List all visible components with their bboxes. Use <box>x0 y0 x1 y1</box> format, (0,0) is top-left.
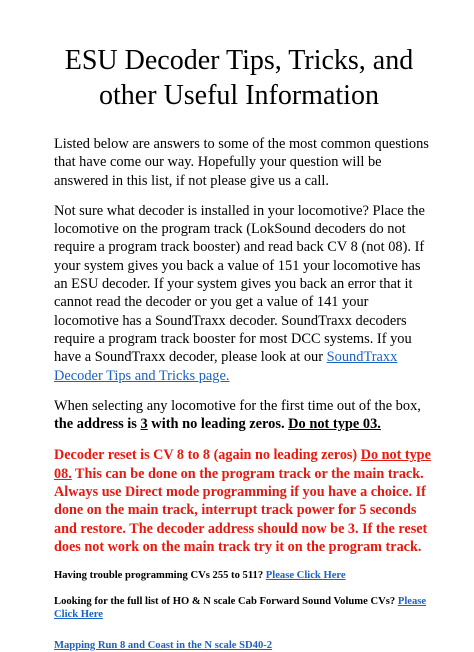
page-title-line2: other Useful Information <box>99 80 379 111</box>
address-number: 3 <box>140 416 148 433</box>
address-warning: Do not type 03. <box>288 416 381 433</box>
decoder-detection-text: Not sure what decoder is installed in your locomotive? Place the locomotive on the program track (LokSound decoders do not require a program track booster) and read back CV 8 (not 08). If your system gives you back a value of 151 your locomotive has an ESU decoder. If your system gives you back an error that it cannot read the decoder or you get a value of 141 your locomotive has a SoundTraxx decoder. SoundTraxx decoders require a program track booster for most DCC systems. If you have a SoundTraxx decoder, please look at our <box>54 202 425 366</box>
page-title-line1: ESU Decoder Tips, Tricks, and <box>64 45 414 76</box>
reset-underline: Do not type 08. <box>54 447 431 482</box>
reset-prefix: Decoder reset is CV 8 to 8 (again no leading zeros) <box>54 447 361 464</box>
address-bold-suffix: with no leading zeros. <box>147 416 289 433</box>
volume-question: Looking for the full list of HO & N scale Cab Forward Sound Volume CVs? <box>54 595 398 607</box>
soundtraxx-tips-link[interactable]: SoundTraxx Decoder Tips and Tricks page. <box>54 349 398 384</box>
volume-click-here-link[interactable]: Please Click Here <box>54 595 427 621</box>
mapping-note <box>54 639 434 652</box>
cv-question: Having trouble programming CVs 255 to 511? <box>54 570 266 582</box>
decoder-reset-paragraph <box>54 446 434 556</box>
address-text: When selecting any locomotive for the first time out of the box, <box>54 397 421 414</box>
page-title <box>54 0 424 113</box>
intro-paragraph: Listed below are answers to some of the most common questions that have come our way. Hopefully your question will be answered in this list, if not please give us a call. <box>54 136 429 189</box>
address-paragraph <box>54 397 434 434</box>
mapping-link[interactable]: Mapping Run 8 and Coast in the N scale SD40-2 <box>54 639 273 651</box>
decoder-detection-paragraph <box>54 202 434 385</box>
reset-suffix: This can be done on the program track or the main track. Always use Direct mode programming if you have a choice. If done on the main track, interrupt track power for 5 seconds and restore. The decoder address should now be 3. If the reset does not work on the main track try it on the program track. <box>54 465 428 555</box>
address-bold-prefix: the address is <box>54 416 141 433</box>
cv-programming-note <box>54 569 434 583</box>
cv-click-here-link[interactable]: Please Click Here <box>265 570 346 582</box>
volume-cv-note <box>54 595 434 622</box>
